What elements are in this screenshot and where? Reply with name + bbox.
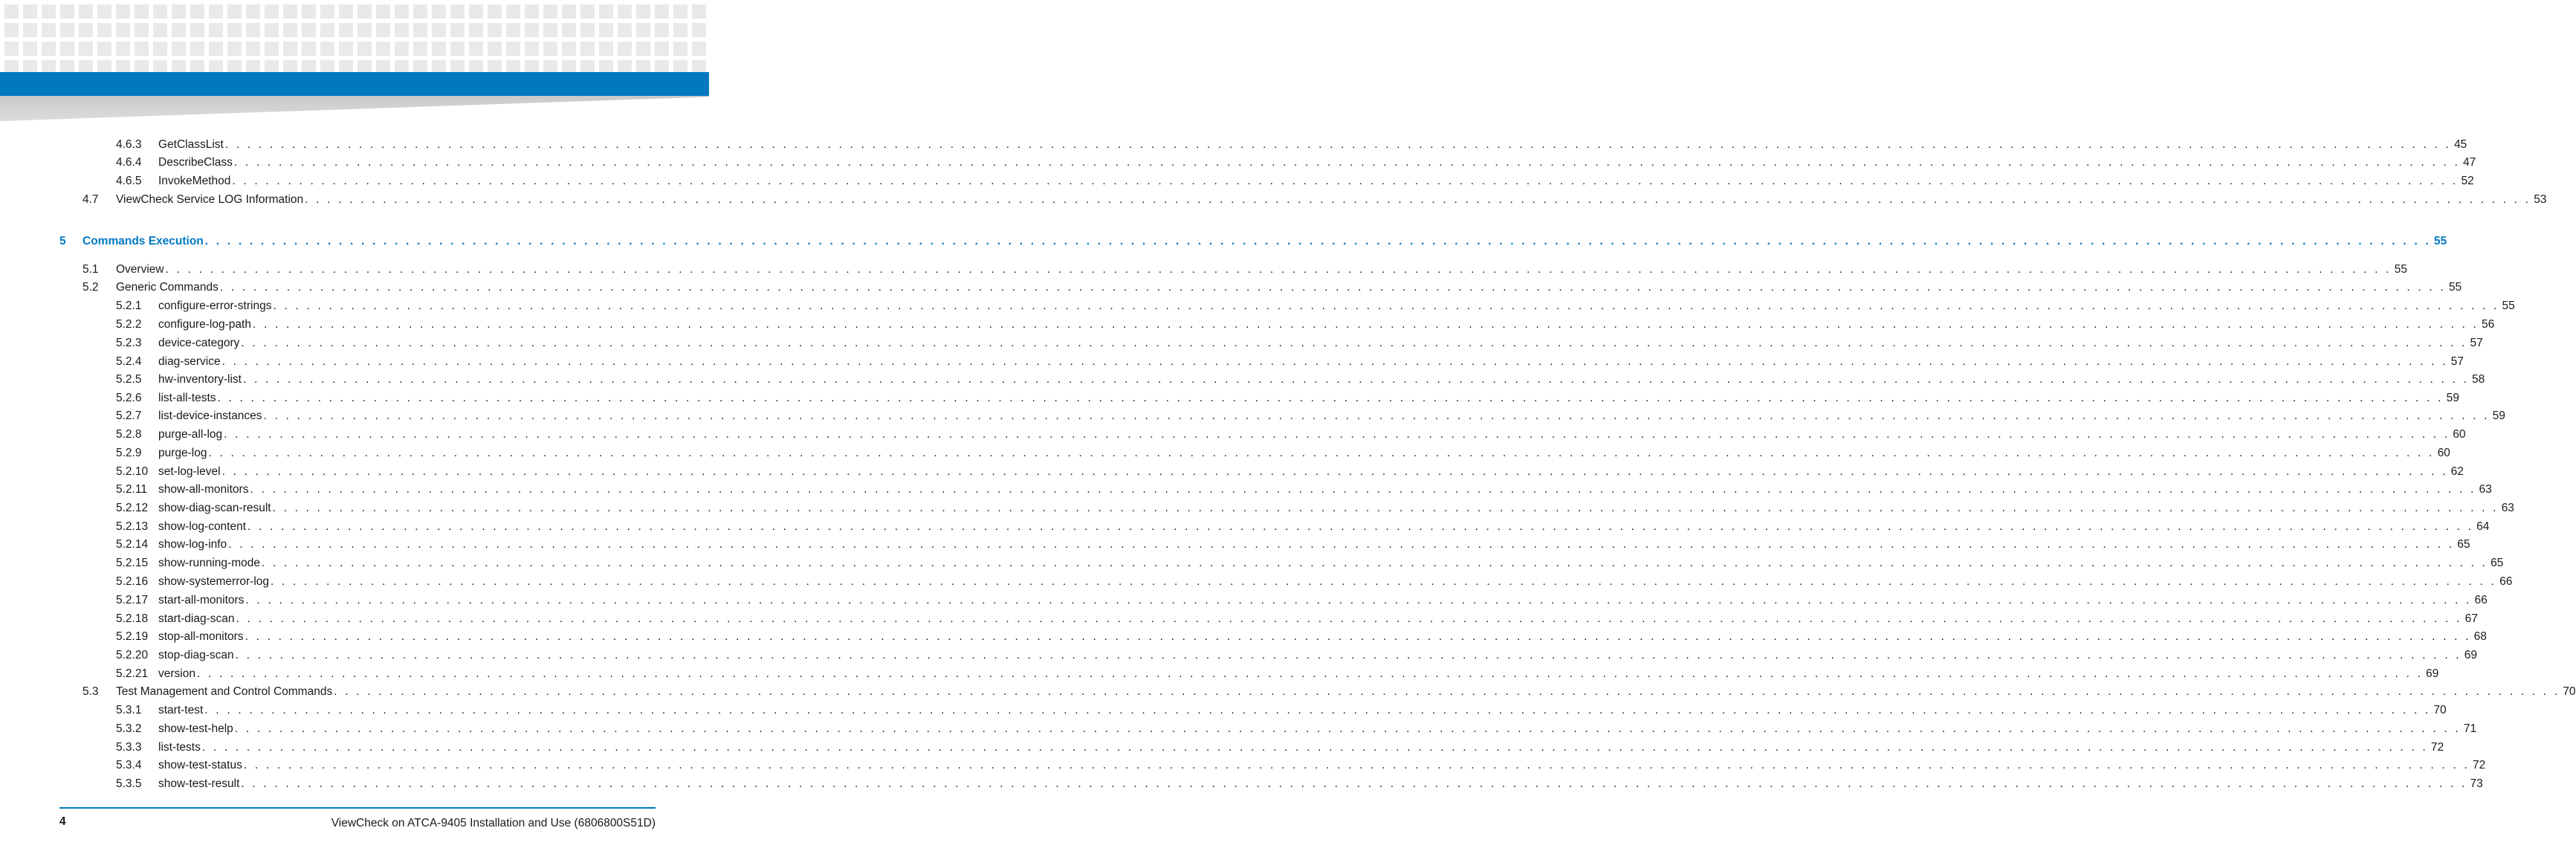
toc-entry[interactable] xyxy=(0,702,2447,719)
toc-entry-line xyxy=(158,464,2464,480)
toc-entry-number: 5.2 xyxy=(82,281,99,294)
toc-dot-leader: . . . . . . . . . . . . . . . . . . . . . . . . . . . . . . . . . . . . . . . . . . . . . . . . . . . . . . . . . . . . . . . . . . . . . . . . . . . . . . . . . . . . . . . . . . . . . . . . . . . . . . . . . . . . . . . . . . . . . . . . . . . . . . . . . . . . . . . . . . . . . . . . . . . . . . . . . . . . . . . . . . . . . . . . . . . . . . . . . . . . . . . . . . . . . . . . . . . . . . . . xyxy=(234,722,2461,735)
toc-entry-number: 5.2.13 xyxy=(116,520,149,533)
toc-entry-line xyxy=(158,390,2459,407)
toc-entry-page: 45 xyxy=(2453,138,2467,151)
toc-entry[interactable] xyxy=(0,611,2478,627)
toc-entry-line xyxy=(116,684,2576,700)
toc-entry-page: 66 xyxy=(2499,575,2513,588)
toc-entry-number: 5.3.5 xyxy=(116,777,142,790)
toc-entry-page: 56 xyxy=(2482,318,2495,331)
toc-entry-title: stop-all-monitors xyxy=(158,630,244,643)
toc-dot-leader: . . . . . . . . . . . . . . . . . . . . . . . . . . . . . . . . . . . . . . . . . . . . . . . . . . . . . . . . . . . . . . . . . . . . . . . . . . . . . . . . . . . . . . . . . . . . . . . . . . . . . . . . . . . . . . . . . . . . . . . . . . . . . . . . . . . . . . . . . . . . . . . . . . . . . . . . . . . . . . . . . . . . . . . . . . . . . . . . . . . . . . . . . . . . . . . . . . . . . . . . xyxy=(204,704,2431,716)
toc-dot-leader: . . . . . . . . . . . . . . . . . . . . . . . . . . . . . . . . . . . . . . . . . . . . . . . . . . . . . . . . . . . . . . . . . . . . . . . . . . . . . . . . . . . . . . . . . . . . . . . . . . . . . . . . . . . . . . . . . . . . . . . . . . . . . . . . . . . . . . . . . . . . . . . . . . . . . . . . . . . . . . . . . . . . . . . . . . . . . . . . . . . . . . . . . . . . . . . . . . . . . . . . xyxy=(273,300,2499,312)
toc-entry-number: 5.3 xyxy=(82,685,99,698)
toc-entry-line xyxy=(158,519,2490,535)
toc-entry-page: 68 xyxy=(2473,630,2487,643)
toc-entry-line xyxy=(158,500,2514,517)
toc-dot-leader: . . . . . . . . . . . . . . . . . . . . . . . . . . . . . . . . . . . . . . . . . . . . . . . . . . . . . . . . . . . . . . . . . . . . . . . . . . . . . . . . . . . . . . . . . . . . . . . . . . . . . . . . . . . . . . . . . . . . . . . . . . . . . . . . . . . . . . . . . . . . . . . . . . . . . . . . . . . . . . . . . . . . . . . . . . . . . . . . . . . . . . . . . . . . . . . . . . . . . . . . xyxy=(221,355,2448,368)
toc-entry-number: 4.6.4 xyxy=(116,156,142,169)
toc-dot-leader: . . . . . . . . . . . . . . . . . . . . . . . . . . . . . . . . . . . . . . . . . . . . . . . . . . . . . . . . . . . . . . . . . . . . . . . . . . . . . . . . . . . . . . . . . . . . . . . . . . . . . . . . . . . . . . . . . . . . . . . . . . . . . . . . . . . . . . . . . . . . . . . . . . . . . . . . . . . . . . . . . . . . . . . . . . . . . . . . . . . . . . . . . . . . . . . . . . . . . . . . xyxy=(208,447,2435,459)
toc-dot-leader: . . . . . . . . . . . . . . . . . . . . . . . . . . . . . . . . . . . . . . . . . . . . . . . . . . . . . . . . . . . . . . . . . . . . . . . . . . . . . . . . . . . . . . . . . . . . . . . . . . . . . . . . . . . . . . . . . . . . . . . . . . . . . . . . . . . . . . . . . . . . . . . . . . . . . . . . . . . . . . . . . . . . . . . . . . . . . . . . . . . . . . . . . . . . . . . . . . . . . . . . xyxy=(250,483,2476,496)
toc-entry-page: 63 xyxy=(2479,483,2492,496)
toc-dot-leader: . . . . . . . . . . . . . . . . . . . . . . . . . . . . . . . . . . . . . . . . . . . . . . . . . . . . . . . . . . . . . . . . . . . . . . . . . . . . . . . . . . . . . . . . . . . . . . . . . . . . . . . . . . . . . . . . . . . . . . . . . . . . . . . . . . . . . . . . . . . . . . . . . . . . . . . . . . . . . . . . . . . . . . . . . . . . . . . . . . . . . . . . . . . . . . . . . . . . . . . . xyxy=(272,502,2499,514)
toc-entry-line xyxy=(158,445,2450,462)
toc-entry-page: 70 xyxy=(2433,704,2447,716)
toc-entry-title: show-diag-scan-result xyxy=(158,502,271,514)
toc-entry-page: 57 xyxy=(2450,355,2464,368)
toc-entry-page: 65 xyxy=(2491,557,2504,569)
toc-entry-number: 5.2.7 xyxy=(116,410,142,422)
toc-entry-number: 5.2.6 xyxy=(116,392,142,404)
toc-entry-line xyxy=(158,757,2486,774)
toc-entry-number: 5.2.21 xyxy=(116,667,149,680)
toc-dot-leader: . . . . . . . . . . . . . . . . . . . . . . . . . . . . . . . . . . . . . . . . . . . . . . . . . . . . . . . . . . . . . . . . . . . . . . . . . . . . . . . . . . . . . . . . . . . . . . . . . . . . . . . . . . . . . . . . . . . . . . . . . . . . . . . . . . . . . . . . . . . . . . . . . . . . . . . . . . . . . . . . . . . . . . . . . . . . . . . . . . . . . . . . . . . . . . . . . . . . . . . . xyxy=(224,138,2451,151)
toc-dot-leader: . . . . . . . . . . . . . . . . . . . . . . . . . . . . . . . . . . . . . . . . . . . . . . . . . . . . . . . . . . . . . . . . . . . . . . . . . . . . . . . . . . . . . . . . . . . . . . . . . . . . . . . . . . . . . . . . . . . . . . . . . . . . . . . . . . . . . . . . . . . . . . . . . . . . . . . . . . . . . . . . . . . . . . . . . . . . . . . . . . . . . . . . . . . . . . . . . . . . . . . . xyxy=(228,538,2455,551)
toc-entry-title: device-category xyxy=(158,337,240,349)
toc-entry-line xyxy=(158,372,2485,388)
toc-entry-title: show-test-help xyxy=(158,722,233,735)
toc-dot-leader: . . . . . . . . . . . . . . . . . . . . . . . . . . . . . . . . . . . . . . . . . . . . . . . . . . . . . . . . . . . . . . . . . . . . . . . . . . . . . . . . . . . . . . . . . . . . . . . . . . . . . . . . . . . . . . . . . . . . . . . . . . . . . . . . . . . . . . . . . . . . . . . . . . . . . . . . . . . . . . . . . . . . . . . . . . . . . . . . . . . . . . . . . . . . . . . . . . . . . . . . xyxy=(271,575,2497,588)
toc-dot-leader: . . . . . . . . . . . . . . . . . . . . . . . . . . . . . . . . . . . . . . . . . . . . . . . . . . . . . . . . . . . . . . . . . . . . . . . . . . . . . . . . . . . . . . . . . . . . . . . . . . . . . . . . . . . . . . . . . . . . . . . . . . . . . . . . . . . . . . . . . . . . . . . . . . . . . . . . . . . . . . . . . . . . . . . . . . . . . . . . . . . . . . . . . . . . . . . . . . . . . . . . xyxy=(263,410,2490,422)
toc-entry-title: stop-diag-scan xyxy=(158,649,234,661)
toc-entry-line xyxy=(158,335,2483,352)
toc-entry[interactable] xyxy=(0,647,2477,664)
toc-entry-title: Generic Commands xyxy=(116,281,219,294)
toc-entry-number: 5.2.17 xyxy=(116,594,149,606)
toc-entry-title: purge-all-log xyxy=(158,428,223,441)
toc-entry-number: 5.2.9 xyxy=(116,447,142,459)
toc-entry[interactable] xyxy=(0,233,2447,250)
toc-entry-title: set-log-level xyxy=(158,465,221,478)
toc-dot-leader: . . . . . . . . . . . . . . . . . . . . . . . . . . . . . . . . . . . . . . . . . . . . . . . . . . . . . . . . . . . . . . . . . . . . . . . . . . . . . . . . . . . . . . . . . . . . . . . . . . . . . . . . . . . . . . . . . . . . . . . . . . . . . . . . . . . . . . . . . . . . . . . . . . . . . . . . . . . . . . . . . . . . . . . . . . . . . . . . . . . . . . . . . . . . . . . . . . . . . . . . xyxy=(262,557,2488,569)
toc-entry-page: 58 xyxy=(2472,373,2485,386)
toc-dot-leader: . . . . . . . . . . . . . . . . . . . . . . . . . . . . . . . . . . . . . . . . . . . . . . . . . . . . . . . . . . . . . . . . . . . . . . . . . . . . . . . . . . . . . . . . . . . . . . . . . . . . . . . . . . . . . . . . . . . . . . . . . . . . . . . . . . . . . . . . . . . . . . . . . . . . . . . . . . . . . . . . . . . . . . . . . . . . . . . . . . . . . . . . . . . . . . . . . . . . . . . . xyxy=(165,263,2392,276)
toc-entry-line xyxy=(158,537,2470,553)
toc-entry-number: 5.2.5 xyxy=(116,373,142,386)
toc-entry-number: 5.2.16 xyxy=(116,575,149,588)
toc-entry-title: list-tests xyxy=(158,741,201,754)
toc-entry[interactable] xyxy=(0,137,2467,153)
toc-entry[interactable] xyxy=(0,757,2486,774)
toc-entry-line xyxy=(158,721,2477,737)
toc-entry-line xyxy=(158,317,2495,333)
toc-dot-leader: . . . . . . . . . . . . . . . . . . . . . . . . . . . . . . . . . . . . . . . . . . . . . . . . . . . . . . . . . . . . . . . . . . . . . . . . . . . . . . . . . . . . . . . . . . . . . . . . . . . . . . . . . . . . . . . . . . . . . . . . . . . . . . . . . . . . . . . . . . . . . . . . . . . . . . . . . . . . . . . . . . . . . . . . . . . . . . . . . . . . . . . . . . . . . . . . . . . . . . . . xyxy=(233,156,2460,169)
toc-entry-number: 4.7 xyxy=(82,193,99,206)
toc-dot-leader: . . . . . . . . . . . . . . . . . . . . . . . . . . . . . . . . . . . . . . . . . . . . . . . . . . . . . . . . . . . . . . . . . . . . . . . . . . . . . . . . . . . . . . . . . . . . . . . . . . . . . . . . . . . . . . . . . . . . . . . . . . . . . . . . . . . . . . . . . . . . . . . . . . . . . . . . . . . . . . . . . . . . . . . . . . . . . . . . . . . . . . . . . . . . . . . . . . . . . . . . xyxy=(221,465,2448,478)
toc-entry-page: 60 xyxy=(2437,447,2450,459)
toc-entry-line xyxy=(158,408,2505,424)
toc-entry[interactable] xyxy=(0,317,2495,333)
toc-entry[interactable] xyxy=(0,390,2459,407)
toc-entry-line xyxy=(158,155,2476,171)
toc-entry-number: 5.2.8 xyxy=(116,428,142,441)
toc-entry-line xyxy=(158,173,2474,190)
toc-entry-title: start-diag-scan xyxy=(158,612,235,625)
toc-entry-number: 5.3.4 xyxy=(116,759,142,771)
toc-entry-page: 57 xyxy=(2470,337,2483,349)
toc-entry-line xyxy=(158,740,2444,756)
toc-entry-page: 65 xyxy=(2457,538,2470,551)
toc-entry[interactable] xyxy=(0,192,2547,208)
toc-dot-leader: . . . . . . . . . . . . . . . . . . . . . . . . . . . . . . . . . . . . . . . . . . . . . . . . . . . . . . . . . . . . . . . . . . . . . . . . . . . . . . . . . . . . . . . . . . . . . . . . . . . . . . . . . . . . . . . . . . . . . . . . . . . . . . . . . . . . . . . . . . . . . . . . . . . . . . . . . . . . . . . . . . . . . . . . . . . . . . . . . . . . . . . . . . . . . . . . . . . . . . . . xyxy=(232,175,2459,187)
toc-entry-page: 71 xyxy=(2463,722,2477,735)
toc-entry-line xyxy=(158,776,2483,792)
toc-entry-number: 5.2.2 xyxy=(116,318,142,331)
toc-entry-line xyxy=(158,354,2464,370)
toc-entry[interactable] xyxy=(0,519,2490,535)
toc-entry[interactable] xyxy=(0,173,2474,190)
toc-entry-number: 5.3.3 xyxy=(116,741,142,754)
header-grey-swoosh xyxy=(0,96,709,121)
toc-dot-leader: . . . . . . . . . . . . . . . . . . . . . . . . . . . . . . . . . . . . . . . . . . . . . . . . . . . . . . . . . . . . . . . . . . . . . . . . . . . . . . . . . . . . . . . . . . . . . . . . . . . . . . . . . . . . . . . . . . . . . . . . . . . . . . . . . . . . . . . . . . . . . . . . . . . . . . . . . . . . . . . . . . . . . . . . . . . . . . . . . . . . . . . . . . . . . . . . . . . . . . . . xyxy=(245,594,2472,606)
toc-dot-leader: . . . . . . . . . . . . . . . . . . . . . . . . . . . . . . . . . . . . . . . . . . . . . . . . . . . . . . . . . . . . . . . . . . . . . . . . . . . . . . . . . . . . . . . . . . . . . . . . . . . . . . . . . . . . . . . . . . . . . . . . . . . . . . . . . . . . . . . . . . . . . . . . . . . . . . . . . . . . . . . . . . . . . . . . . . . . . . . . . . . . . . . . . . . . . . . . . . . . . . . . xyxy=(242,373,2470,386)
toc-entry[interactable] xyxy=(0,629,2487,645)
toc-entry[interactable] xyxy=(0,740,2444,756)
toc-entry-title: Overview xyxy=(116,263,164,276)
toc-entry[interactable] xyxy=(0,537,2470,553)
toc-dot-leader: . . . . . . . . . . . . . . . . . . . . . . . . . . . . . . . . . . . . . . . . . . . . . . . . . . . . . . . . . . . . . . . . . . . . . . . . . . . . . . . . . . . . . . . . . . . . . . . . . . . . . . . . . . . . . . . . . . . . . . . . . . . . . . . . . . . . . . . . . . . . . . . . . . . . . . . . . . . . . . . . . . . . . . . . . . . . . . . . . . . . . . . . . . . . . . . . . . . . . . . . xyxy=(224,428,2450,441)
toc-entry-title: GetClassList xyxy=(158,138,224,151)
toc-entry-page: 55 xyxy=(2394,263,2407,276)
toc-entry-title: show-systemerror-log xyxy=(158,575,270,588)
toc-entry-title: start-all-monitors xyxy=(158,594,245,606)
toc-entry-line xyxy=(158,666,2439,682)
toc-entry-number: 5.2.12 xyxy=(116,502,149,514)
toc-entry-number: 5.2.3 xyxy=(116,337,142,349)
header-blue-band xyxy=(0,72,709,96)
toc-entry-title: start-test xyxy=(158,704,204,716)
toc-entry-line xyxy=(82,233,2447,250)
toc-entry-line xyxy=(158,555,2504,572)
toc-entry[interactable] xyxy=(0,445,2450,462)
toc-entry-page: 72 xyxy=(2430,741,2444,754)
toc-dot-leader: . . . . . . . . . . . . . . . . . . . . . . . . . . . . . . . . . . . . . . . . . . . . . . . . . . . . . . . . . . . . . . . . . . . . . . . . . . . . . . . . . . . . . . . . . . . . . . . . . . . . . . . . . . . . . . . . . . . . . . . . . . . . . . . . . . . . . . . . . . . . . . . . . . . . . . . . . . . . . . . . . . . . . . . . . . . . . . . . . . . . . . . . . . . . . . . . . . . . . . . . xyxy=(241,777,2467,790)
toc-entry-number: 5.2.18 xyxy=(116,612,149,625)
toc-entry-number: 5.2.11 xyxy=(116,483,147,496)
toc-entry-page: 70 xyxy=(2563,685,2576,698)
toc-entry-line xyxy=(158,298,2515,314)
toc-entry-number: 5.2.10 xyxy=(116,465,149,478)
toc-entry-title: hw-inventory-list xyxy=(158,373,242,386)
toc-entry-line xyxy=(158,574,2513,590)
toc-entry-title: DescribeClass xyxy=(158,156,233,169)
toc-entry[interactable] xyxy=(0,279,2462,296)
toc-entry-page: 66 xyxy=(2474,594,2488,606)
toc-entry-line xyxy=(158,647,2477,664)
toc-entry-number: 5.1 xyxy=(82,263,99,276)
toc-entry-page: 64 xyxy=(2476,520,2490,533)
toc-entry-title: purge-log xyxy=(158,447,207,459)
toc-entry-page: 55 xyxy=(2433,235,2447,247)
toc-entry-number: 5.2.19 xyxy=(116,630,149,643)
toc-entry-title: ViewCheck Service LOG Information xyxy=(116,193,304,206)
toc-dot-leader: . . . . . . . . . . . . . . . . . . . . . . . . . . . . . . . . . . . . . . . . . . . . . . . . . . . . . . . . . . . . . . . . . . . . . . . . . . . . . . . . . . . . . . . . . . . . . . . . . . . . . . . . . . . . . . . . . . . . . . . . . . . . . . . . . . . . . . . . . . . . . . . . . . . . . . . . . . . . . . . . . . . . . . . . . . . . . . . . . . . . . . . . . . . . . . . . . . . . . . . . xyxy=(247,520,2474,533)
toc-entry-title: version xyxy=(158,667,195,680)
toc-entry-line xyxy=(158,702,2447,719)
header-tile-pattern xyxy=(0,0,709,72)
toc-entry-page: 55 xyxy=(2448,281,2462,294)
toc-entry-title: list-device-instances xyxy=(158,410,262,422)
toc-dot-leader: . . . . . . . . . . . . . . . . . . . . . . . . . . . . . . . . . . . . . . . . . . . . . . . . . . . . . . . . . . . . . . . . . . . . . . . . . . . . . . . . . . . . . . . . . . . . . . . . . . . . . . . . . . . . . . . . . . . . . . . . . . . . . . . . . . . . . . . . . . . . . . . . . . . . . . . . . . . . . . . . . . . . . . . . . . . . . . . . . . . . . . . . . . . . . . . . . . . . . . . . xyxy=(252,318,2479,331)
toc-entry-line xyxy=(158,592,2488,609)
toc-entry[interactable] xyxy=(0,721,2477,737)
toc-entry[interactable] xyxy=(0,666,2439,682)
toc-entry-line xyxy=(158,427,2466,443)
toc-dot-leader: . . . . . . . . . . . . . . . . . . . . . . . . . . . . . . . . . . . . . . . . . . . . . . . . . . . . . . . . . . . . . . . . . . . . . . . . . . . . . . . . . . . . . . . . . . . . . . . . . . . . . . . . . . . . . . . . . . . . . . . . . . . . . . . . . . . . . . . . . . . . . . . . . . . . . . . . . . . . . . . . . . . . . . . . . . . . . . . . . . . . . . . . . . . . . . . . . . . . . . . . xyxy=(241,337,2467,349)
toc-entry[interactable] xyxy=(0,262,2407,278)
toc-dot-leader: . . . . . . . . . . . . . . . . . . . . . . . . . . . . . . . . . . . . . . . . . . . . . . . . . . . . . . . . . . . . . . . . . . . . . . . . . . . . . . . . . . . . . . . . . . . . . . . . . . . . . . . . . . . . . . . . . . . . . . . . . . . . . . . . . . . . . . . . . . . . . . . . . . . . . . . . . . . . . . . . . . . . . . . . . . . . . . . . . . . . . . . . . . . . . . . . . . . . . . . . xyxy=(217,392,2444,404)
toc-entry[interactable] xyxy=(0,155,2476,171)
toc-entry[interactable] xyxy=(0,482,2492,498)
toc-entry-page: 73 xyxy=(2470,777,2483,790)
toc-entry-line xyxy=(158,629,2487,645)
toc-entry-page: 69 xyxy=(2426,667,2439,680)
toc-entry-page: 52 xyxy=(2461,175,2474,187)
toc-entry[interactable] xyxy=(0,592,2488,609)
toc-entry-title: diag-service xyxy=(158,355,221,368)
toc-entry-page: 60 xyxy=(2453,428,2466,441)
toc-entry-title: show-running-mode xyxy=(158,557,260,569)
toc-entry[interactable] xyxy=(0,776,2483,792)
toc-entry-title: Commands Execution xyxy=(82,235,204,247)
toc-entry-number: 5.2.20 xyxy=(116,649,149,661)
toc-entry[interactable] xyxy=(0,335,2483,352)
toc-entry[interactable] xyxy=(0,408,2505,424)
toc-entry-page: 55 xyxy=(2502,300,2515,312)
toc-entry[interactable] xyxy=(0,574,2513,590)
toc-entry-page: 67 xyxy=(2465,612,2478,625)
toc-dot-leader: . . . . . . . . . . . . . . . . . . . . . . . . . . . . . . . . . . . . . . . . . . . . . . . . . . . . . . . . . . . . . . . . . . . . . . . . . . . . . . . . . . . . . . . . . . . . . . . . . . . . . . . . . . . . . . . . . . . . . . . . . . . . . . . . . . . . . . . . . . . . . . . . . . . . . . . . . . . . . . . . . . . . . . . . . . . . . . . . . . . . . . . . . . . . . . . . . . . . . . . . xyxy=(236,612,2462,625)
toc-entry-title: configure-error-strings xyxy=(158,300,272,312)
toc-entry-page: 63 xyxy=(2501,502,2514,514)
toc-entry-number: 5 xyxy=(59,235,66,247)
toc-entry-number: 4.6.5 xyxy=(116,175,142,187)
toc-entry[interactable] xyxy=(0,354,2464,370)
toc-entry-page: 53 xyxy=(2534,193,2547,206)
toc-entry-line xyxy=(116,192,2547,208)
toc-entry[interactable] xyxy=(0,464,2464,480)
toc-dot-leader: . . . . . . . . . . . . . . . . . . . . . . . . . . . . . . . . . . . . . . . . . . . . . . . . . . . . . . . . . . . . . . . . . . . . . . . . . . . . . . . . . . . . . . . . . . . . . . . . . . . . . . . . . . . . . . . . . . . . . . . . . . . . . . . . . . . . . . . . . . . . . . . . . . . . . . . . . . . . . . . . . . . . . . . . . . . . . . . . . . . . . . . . . . . . . . . . . . . . . . . . xyxy=(243,759,2470,771)
toc-entry-title: InvokeMethod xyxy=(158,175,231,187)
toc-entry-line xyxy=(158,611,2478,627)
toc-entry-title: Test Management and Control Commands xyxy=(116,685,333,698)
toc-entry-number: 5.2.15 xyxy=(116,557,149,569)
toc-dot-leader: . . . . . . . . . . . . . . . . . . . . . . . . . . . . . . . . . . . . . . . . . . . . . . . . . . . . . . . . . . . . . . . . . . . . . . . . . . . . . . . . . . . . . . . . . . . . . . . . . . . . . . . . . . . . . . . . . . . . . . . . . . . . . . . . . . . . . . . . . . . . . . . . . . . . . . . . . . . . . . . . . . . . . . . . . . . . . . . . . . . . . . . . . . . . . . . . . . . . . . . . xyxy=(235,649,2462,661)
toc-entry[interactable] xyxy=(0,500,2514,517)
toc-entry-line xyxy=(158,482,2492,498)
toc-entry-line xyxy=(116,262,2407,278)
toc-dot-leader: . . . . . . . . . . . . . . . . . . . . . . . . . . . . . . . . . . . . . . . . . . . . . . . . . . . . . . . . . . . . . . . . . . . . . . . . . . . . . . . . . . . . . . . . . . . . . . . . . . . . . . . . . . . . . . . . . . . . . . . . . . . . . . . . . . . . . . . . . . . . . . . . . . . . . . . . . . . . . . . . . . . . . . . . . . . . . . . . . . . . . . . . . . . . . . . . . . . . . . . . xyxy=(245,630,2471,643)
toc-dot-leader: . . . . . . . . . . . . . . . . . . . . . . . . . . . . . . . . . . . . . . . . . . . . . . . . . . . . . . . . . . . . . . . . . . . . . . . . . . . . . . . . . . . . . . . . . . . . . . . . . . . . . . . . . . . . . . . . . . . . . . . . . . . . . . . . . . . . . . . . . . . . . . . . . . . . . . . . . . . . . . . . . . . . . . . . . . . . . . . . . . . . . . . . . . . . . . . . . . . . . . . . xyxy=(196,667,2424,680)
toc-entry-page: 62 xyxy=(2450,465,2464,478)
toc-entry[interactable] xyxy=(0,684,2576,700)
toc-entry-line xyxy=(116,279,2462,296)
toc-entry-number: 5.2.14 xyxy=(116,538,149,551)
toc-entry-number: 4.6.3 xyxy=(116,138,142,151)
footer-divider xyxy=(59,807,656,809)
toc-entry-number: 5.3.1 xyxy=(116,704,142,716)
toc-entry-title: list-all-tests xyxy=(158,392,216,404)
toc-entry[interactable] xyxy=(0,427,2466,443)
toc-entry[interactable] xyxy=(0,298,2515,314)
toc-entry-title: show-test-result xyxy=(158,777,240,790)
toc-entry-page: 69 xyxy=(2464,649,2477,661)
toc-entry-title: show-all-monitors xyxy=(158,483,249,496)
toc-entry-title: show-test-status xyxy=(158,759,242,771)
toc-entry-number: 5.2.1 xyxy=(116,300,142,312)
toc-entry[interactable] xyxy=(0,555,2504,572)
toc-entry-title: configure-log-path xyxy=(158,318,251,331)
toc-dot-leader: . . . . . . . . . . . . . . . . . . . . . . . . . . . . . . . . . . . . . . . . . . . . . . . . . . . . . . . . . . . . . . . . . . . . . . . . . . . . . . . . . . . . . . . . . . . . . . . . . . . . . . . . . . . . . . . . . . . . . . . . . . . . . . . . . . . . . . . . . . . . . . . . . . . . . . . . . . . . . . . . . . . . . . . . . . . . . . . . . . . . . . . . . . . . . . . . . . . . . . . . xyxy=(305,193,2531,206)
toc-entry-title: show-log-info xyxy=(158,538,227,551)
toc-entry-number: 5.3.2 xyxy=(116,722,142,735)
toc-entry-title: show-log-content xyxy=(158,520,247,533)
toc-entry-line xyxy=(158,137,2467,153)
toc-entry-page: 72 xyxy=(2472,759,2486,771)
toc-entry-page: 59 xyxy=(2492,410,2505,422)
toc-dot-leader: . . . . . . . . . . . . . . . . . . . . . . . . . . . . . . . . . . . . . . . . . . . . . . . . . . . . . . . . . . . . . . . . . . . . . . . . . . . . . . . . . . . . . . . . . . . . . . . . . . . . . . . . . . . . . . . . . . . . . . . . . . . . . . . . . . . . . . . . . . . . . . . . . . . . . . . . . . . . . . . . . . . . . . . . . . . . . . . . . . . . . . . . . . . . . . . . . . . . . . . . xyxy=(219,281,2446,294)
toc-entry-page: 59 xyxy=(2446,392,2459,404)
toc-dot-leader: . . . . . . . . . . . . . . . . . . . . . . . . . . . . . . . . . . . . . . . . . . . . . . . . . . . . . . . . . . . . . . . . . . . . . . . . . . . . . . . . . . . . . . . . . . . . . . . . . . . . . . . . . . . . . . . . . . . . . . . . . . . . . . . . . . . . . . . . . . . . . . . . . . . . . . . . . . . . . . . . . . . . . . . . . . . . . . . . . . . . . . . . . . . . . . . . . . . . . . . . xyxy=(334,685,2560,698)
toc-dot-leader: . . . . . . . . . . . . . . . . . . . . . . . . . . . . . . . . . . . . . . . . . . . . . . . . . . . . . . . . . . . . . . . . . . . . . . . . . . . . . . . . . . . . . . . . . . . . . . . . . . . . . . . . . . . . . . . . . . . . . . . . . . . . . . . . . . . . . . . . . . . . . . . . . . . . . . . . . . . . . . . . . . . . . . . . . . . . . . . . . . . . . . . . . . . . . . . . . . . . . . . . xyxy=(201,741,2428,754)
toc-dot-leader: . . . . . . . . . . . . . . . . . . . . . . . . . . . . . . . . . . . . . . . . . . . . . . . . . . . . . . . . . . . . . . . . . . . . . . . . . . . . . . . . . . . . . . . . . . . . . . . . . . . . . . . . . . . . . . . . . . . . . . . . . . . . . . . . . . . . . . . . . . . . . . . . . . . . . . . . . . . . . . . . . . . . . . . . . . . . . . . . . . . . . . . . . . . . . . . . . . . . . . . . xyxy=(204,235,2431,247)
toc-entry-number: 5.2.4 xyxy=(116,355,142,368)
toc-entry[interactable] xyxy=(0,372,2485,388)
toc-entry-page: 47 xyxy=(2462,156,2476,169)
footer-document-title: ViewCheck on ATCA-9405 Installation and Use (6806800S51D) xyxy=(331,817,656,829)
footer-page-number: 4 xyxy=(59,815,66,828)
